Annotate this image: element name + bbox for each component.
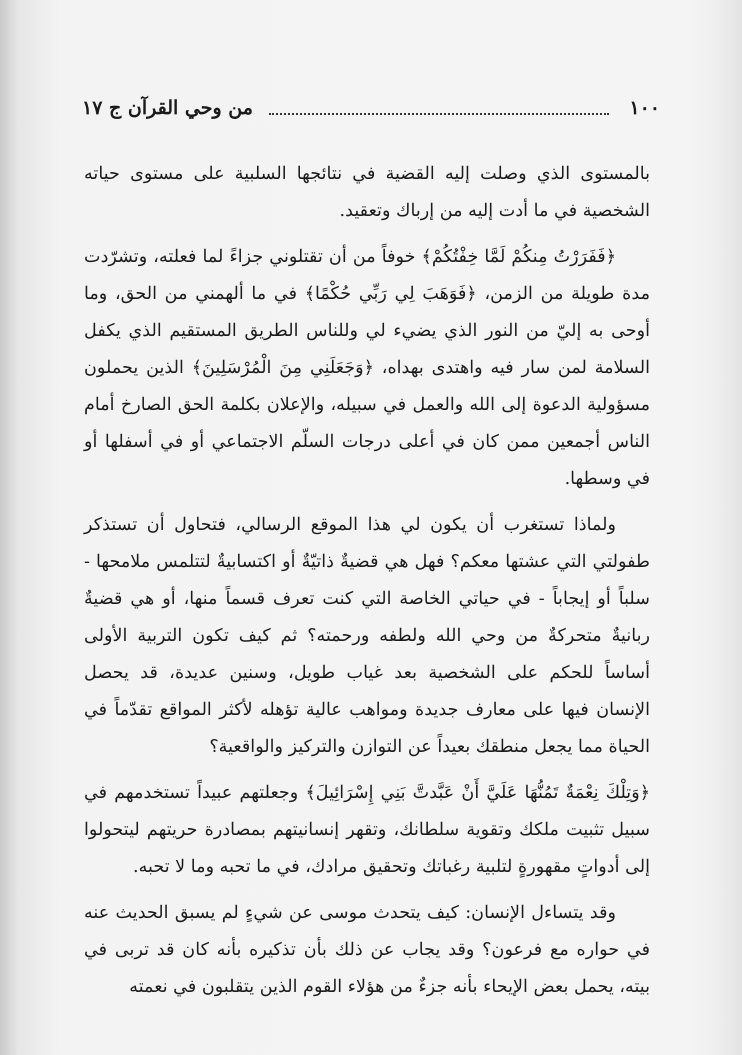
paragraph: بالمستوى الذي وصلت إليه القضية في نتائجها السلبية على مستوى حياته الشخصية في ما أدت إليه من إرباك وتعقيد. — [84, 164, 650, 221]
paragraph: وقد يتساءل الإنسان: كيف يتحدث موسى عن شيءٍ لم يسبق الحديث عنه في حواره مع فرعون؟ وقد يجاب عن ذلك بأن تذكيره بأنه كان قد تربى في بيته، يحمل بعض الإيحاء بأنه جزءٌ من هؤلاء القوم الذين يتقلبون في نعمته — [84, 903, 650, 997]
body-text — [84, 156, 650, 1015]
running-header — [82, 92, 660, 124]
header-dotted-leader — [269, 101, 609, 115]
paragraph: ولماذا تستغرب أن يكون لي هذا الموقع الرسالي، فتحاول أن تستذكر طفولتي التي عشتها معكم؟ فهل هي قضيةٌ ذاتيّةٌ أو اكتسابيةٌ لتتلمس ملامحها - سلباً أو إيجاباً - في حياتي الخاصة التي كنت تعرف قسماً منها، أو هي قضيةٌ ربانيةٌ متحركةٌ من وحي الله ولطفه ورحمته؟ ثم كيف تكون التربية الأولى أساساً للحكم على الشخصية بعد غياب طويل، وسنين عديدة، قد يحصل الإنسان فيها على معارف جديدة ومواهب عالية تؤهله لأكثر المواقع تقدّماً في الحياة مما يجعل منطقك بعيداً عن التوازن والتركيز والواقعية؟ — [84, 515, 650, 757]
paragraph: ﴿فَفَرَرْتُ مِنكُمْ لَمَّا خِفْتُكُمْ﴾ خوفاً من أن تقتلوني جزاءً لما فعلته، وتشرّدت مدة طويلة من الزمن، ﴿فَوَهَبَ لِي رَبِّي حُكْمًا﴾ في ما ألهمني من الحق، وما أوحى به إليّ من النور الذي يضيء لي وللناس الطريق المستقيم الذي يكفل السلامة لمن سار فيه واهتدى بهداه، ﴿وَجَعَلَنِي مِنَ الْمُرْسَلِينَ﴾ الذين يحملون مسؤولية الدعوة إلى الله والعمل في سبيله، والإعلان بكلمة الحق الصارخ أمام الناس أجمعين ممن كان في أعلى درجات السلّم الاجتماعي أو في أسفلها أو في وسطها. — [84, 247, 650, 489]
paragraph: ﴿وَتِلْكَ نِعْمَةٌ تَمُنُّهَا عَلَيَّ أَنْ عَبَّدتَّ بَنِي إِسْرَائِيلَ﴾ وجعلتهم عبيداً تستخدمهم في سبيل تثبيت ملكك وتقوية سلطانك، وتقهر إنسانيتهم بمصادرة حريتهم ليتحولوا إلى أدواتٍ مقهورةٍ لتلبية رغباتك وتحقيق مرادك، في ما تحبه وما لا تحبه. — [84, 783, 650, 877]
book-title: من وحي القرآن ج ١٧ — [82, 97, 253, 119]
page-number: ١٠٠ — [629, 97, 660, 119]
